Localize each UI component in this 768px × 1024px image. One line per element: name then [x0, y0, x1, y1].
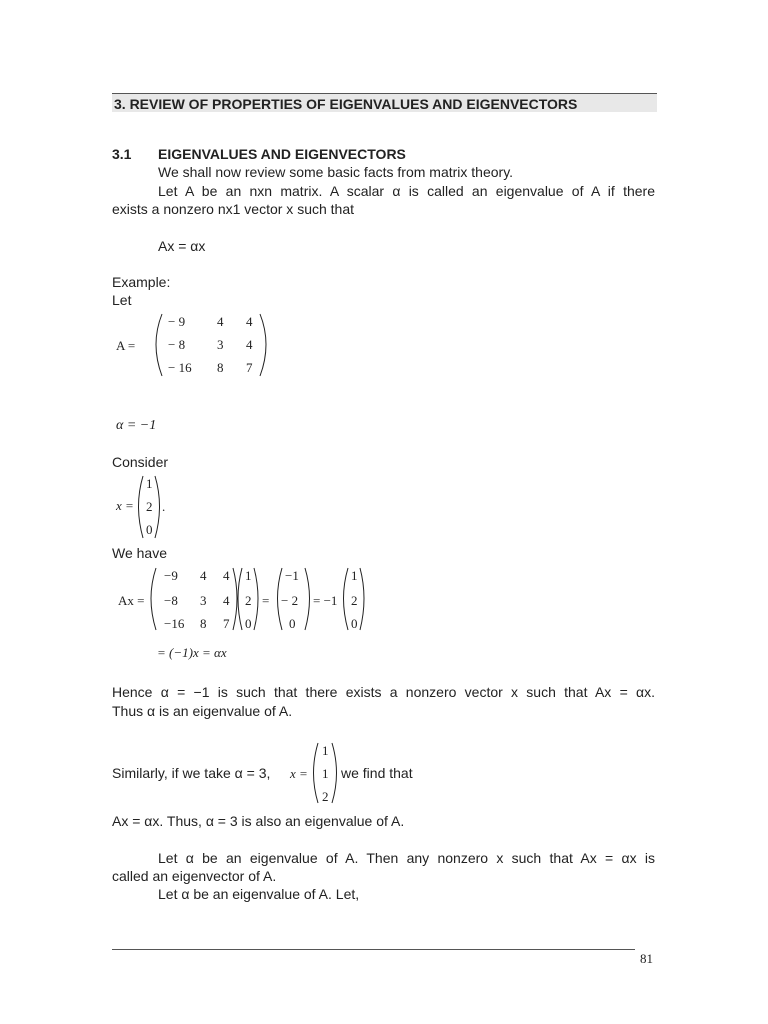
- vector-trail: .: [162, 499, 166, 514]
- matrix-cell: −8: [164, 593, 178, 608]
- vector-cell: 1: [351, 568, 358, 583]
- left-paren-icon: [238, 568, 242, 630]
- vector-cell: 0: [245, 616, 252, 631]
- similarly-text: Similarly, if we take α = 3,: [112, 765, 271, 781]
- vector-cell: − 2: [281, 593, 299, 608]
- vector-cell: 2: [322, 789, 329, 804]
- left-paren-icon: [139, 476, 144, 538]
- matrix-cell: 4: [223, 568, 230, 583]
- vector-x: [112, 472, 182, 542]
- let-label: Let: [112, 292, 132, 308]
- alpha-value: α = −1: [116, 418, 157, 433]
- vector-cell: 0: [351, 616, 358, 631]
- matrix-cell: −9: [164, 568, 178, 583]
- consider-label: Consider: [112, 454, 169, 470]
- vector-cell: 2: [351, 593, 358, 608]
- eigenvector-def-line1: Let α be an eigenvalue of A. Then any nonzero x such that Ax = αx is: [158, 850, 655, 866]
- similarly-tail: we find that: [341, 765, 413, 781]
- vector-cell: 1: [245, 568, 252, 583]
- example-label: Example:: [112, 274, 171, 290]
- let-alpha-line: Let α be an eigenvalue of A. Let,: [158, 886, 360, 902]
- vector-cell: −1: [285, 568, 299, 583]
- vector-lhs: x =: [290, 766, 308, 781]
- eigen-equation: Ax = αx: [158, 238, 206, 254]
- vector-cell: 1: [146, 476, 153, 491]
- matrix-cell: − 9: [168, 314, 186, 329]
- matrix-a-lhs: A =: [116, 338, 136, 353]
- vector-cell: 2: [245, 593, 252, 608]
- section-heading: 3. REVIEW OF PROPERTIES OF EIGENVALUES AND EIGENVECTORS: [114, 96, 578, 112]
- left-paren-icon: [314, 743, 319, 803]
- eigenvector-def-line2: called an eigenvector of A.: [112, 868, 277, 884]
- right-paren-icon: [305, 568, 310, 630]
- matrix-cell: 8: [217, 360, 224, 375]
- vector-cell: 1: [322, 766, 329, 781]
- product-equation: [112, 564, 372, 669]
- hence-line2: Thus α is an eigenvalue of A.: [112, 703, 293, 719]
- matrix-cell: 7: [223, 616, 230, 631]
- product-conclusion: = (−1)x = αx: [157, 645, 227, 660]
- matrix-cell: 3: [200, 593, 207, 608]
- left-paren-icon: [344, 568, 349, 630]
- hence-line1: Hence α = −1 is such that there exists a nonzero vector x such that Ax = αx.: [112, 684, 655, 700]
- footer-rule: [112, 949, 635, 950]
- similarly-vector: [288, 740, 344, 806]
- right-paren-icon: [260, 314, 266, 376]
- right-paren-icon: [155, 476, 160, 538]
- vector-cell: 1: [322, 743, 329, 758]
- product-lhs: Ax =: [118, 593, 145, 608]
- left-paren-icon: [156, 314, 162, 376]
- right-paren-icon: [360, 568, 364, 630]
- paragraph-definition-line1: Let A be an nxn matrix. A scalar α is called an eigenvalue of A if there: [158, 183, 655, 199]
- also-eigenvalue-line: Ax = αx. Thus, α = 3 is also an eigenvalue of A.: [112, 813, 405, 829]
- vector-cell: 0: [289, 616, 296, 631]
- vector-cell: 0: [146, 522, 153, 537]
- subsection-number: 3.1: [112, 146, 132, 162]
- page-number: 81: [640, 951, 653, 966]
- matrix-cell: 4: [246, 337, 253, 352]
- we-have-label: We have: [112, 545, 167, 561]
- matrix-cell: 4: [246, 314, 253, 329]
- matrix-cell: 7: [246, 360, 253, 375]
- matrix-cell: 8: [200, 616, 207, 631]
- matrix-cell: 4: [200, 568, 207, 583]
- paragraph-intro: We shall now review some basic facts from matrix theory.: [158, 164, 514, 180]
- right-paren-icon: [254, 568, 258, 630]
- vector-cell: 2: [146, 499, 153, 514]
- left-paren-icon: [151, 568, 156, 630]
- matrix-cell: 3: [217, 337, 224, 352]
- paragraph-definition-line2: exists a nonzero nx1 vector x such that: [112, 201, 355, 217]
- matrix-cell: − 8: [168, 337, 186, 352]
- subsection-title: EIGENVALUES AND EIGENVECTORS: [158, 146, 406, 162]
- right-paren-icon: [332, 743, 337, 803]
- matrix-cell: −16: [164, 616, 185, 631]
- equals-scalar: = −1: [313, 593, 338, 608]
- matrix-cell: 4: [217, 314, 224, 329]
- equals-sign: =: [262, 593, 270, 608]
- section-heading-bar: [112, 93, 657, 112]
- vector-x-lhs: x =: [116, 498, 134, 513]
- right-paren-icon: [233, 568, 237, 630]
- matrix-cell: − 16: [168, 360, 192, 375]
- matrix-a: [112, 310, 282, 380]
- matrix-cell: 4: [223, 593, 230, 608]
